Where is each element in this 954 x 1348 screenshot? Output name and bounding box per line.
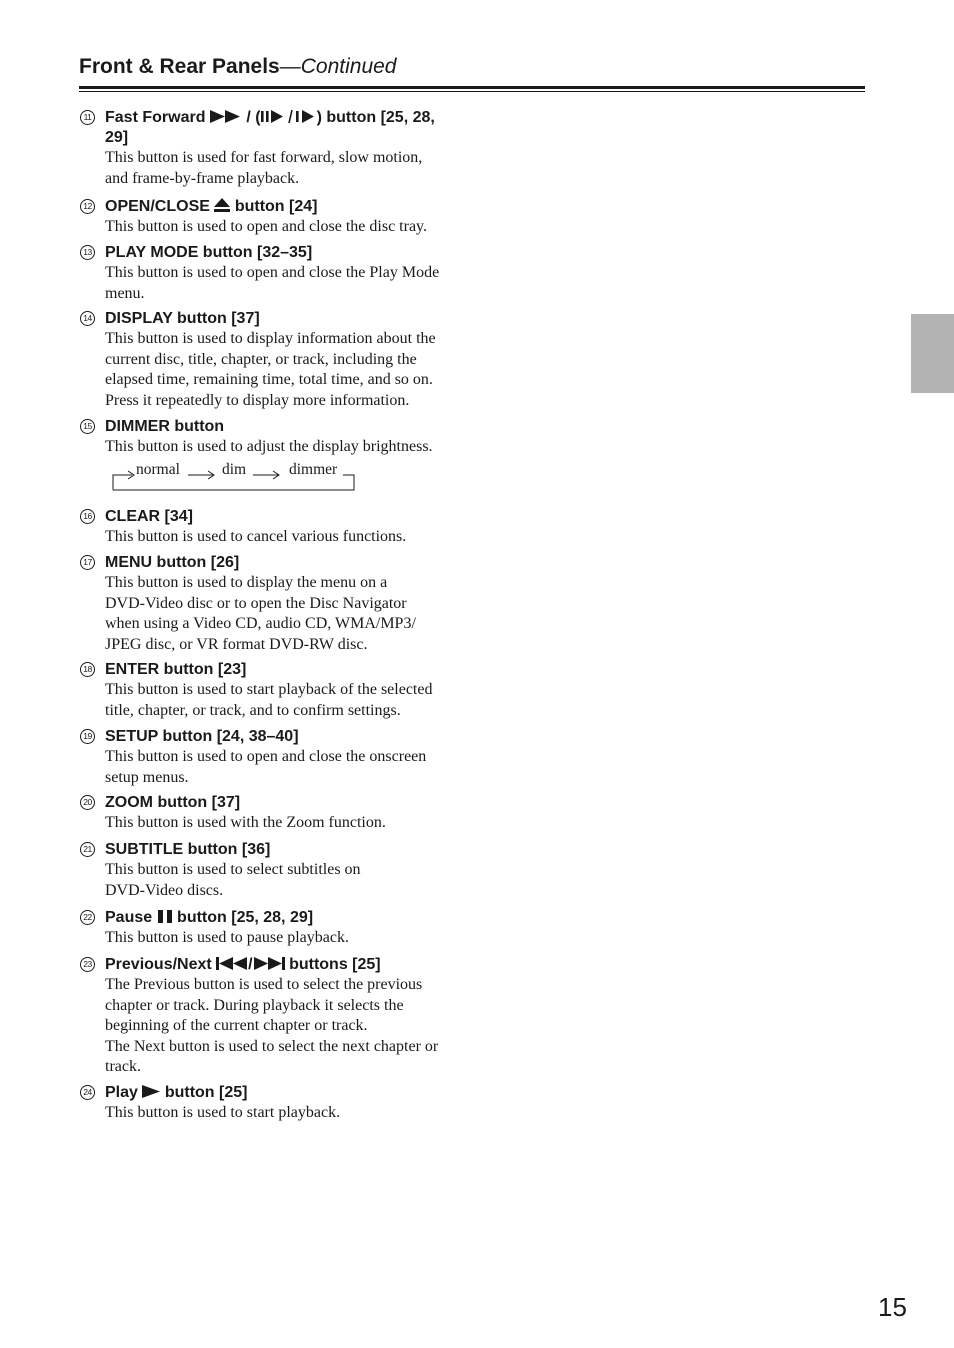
desc-line: title, chapter, or track, and to confirm settings. [105, 701, 401, 719]
cycle-dimmer: dimmer [289, 461, 338, 478]
section-tab [911, 314, 954, 393]
desc-line: Press it repeatedly to display more information. [105, 391, 410, 409]
pause-icon [157, 910, 173, 923]
item-number: 14 [80, 311, 95, 326]
item-number: 15 [80, 419, 95, 434]
desc-line: beginning of the current chapter or track. [105, 1017, 368, 1034]
item-heading: ENTER button [23] [105, 661, 247, 678]
heading-text: / ( [246, 109, 261, 126]
heading-text: button [24] [234, 198, 318, 215]
page-number: 15 [878, 1292, 907, 1322]
slow-frame-icon [261, 110, 317, 123]
desc-line: This button is used to open and close the Play Mode [105, 264, 440, 281]
item-heading: ZOOM button [37] [105, 794, 241, 811]
desc-line: track. [105, 1058, 141, 1075]
item-heading: SETUP button [24, 38–40] [105, 728, 299, 745]
desc-line: This button is used for fast forward, slow motion, [105, 149, 423, 166]
item-heading [105, 955, 459, 975]
page-title [79, 55, 396, 79]
item-heading: PLAY MODE button [32–35] [105, 244, 313, 261]
item-description [105, 217, 459, 238]
heading-text: Previous/Next [105, 956, 212, 973]
item-description [105, 928, 459, 949]
fast-forward-icon [210, 110, 242, 123]
continued-label: —Continued [279, 55, 397, 78]
item-clear [79, 507, 459, 548]
item-number: 16 [80, 509, 95, 524]
heading-text: Fast Forward [105, 109, 206, 126]
heading-text: button [25] [164, 1084, 248, 1101]
desc-line: setup menus. [105, 768, 189, 786]
item-number: 17 [80, 555, 95, 570]
item-heading: MENU button [26] [105, 554, 240, 571]
item-description [105, 329, 459, 411]
desc-line: and frame-by-frame playback. [105, 169, 300, 187]
next-icon [253, 957, 285, 970]
desc-line: elapsed time, remaining time, total time, and so on. [105, 371, 433, 388]
desc-line: This button is used to start playback. [105, 1104, 341, 1121]
desc-line: DVD-Video disc or to open the Disc Navigator [105, 594, 407, 612]
item-number: 22 [80, 910, 95, 925]
desc-line: chapter or track. During playback it selects the [105, 996, 404, 1014]
item-previous-next [79, 955, 459, 1078]
heading-text: button [25, 28, 29] [177, 909, 314, 926]
item-heading: DISPLAY button [37] [105, 310, 260, 327]
cycle-dim: dim [222, 461, 247, 478]
desc-line: This button is used to display the menu on a [105, 574, 388, 591]
item-heading: SUBTITLE button [36] [105, 841, 271, 858]
item-description [105, 1103, 459, 1124]
item-description [105, 975, 459, 1078]
item-number: 21 [80, 842, 95, 857]
heading-text: ) button [25, 28, [316, 109, 435, 126]
header-rule-thick [79, 86, 865, 89]
item-enter [79, 660, 459, 721]
item-menu [79, 553, 459, 655]
item-zoom [79, 793, 459, 834]
item-description [105, 263, 459, 304]
header-rule-thin [79, 91, 865, 92]
desc-line: This button is used to pause playback. [105, 929, 349, 946]
item-description [105, 148, 459, 189]
item-number: 19 [80, 729, 95, 744]
desc-line: This button is used to cancel various functions. [105, 528, 407, 545]
desc-line: This button is used to start playback of the selected [105, 681, 433, 698]
heading-text: buttons [25] [289, 956, 381, 973]
item-heading [105, 197, 459, 217]
item-heading [105, 908, 459, 928]
desc-line: This button is used with the Zoom function. [105, 814, 386, 831]
desc-line: The Previous button is used to select the previous [105, 976, 423, 993]
item-description [105, 860, 459, 901]
item-fast-forward [79, 108, 459, 189]
item-number: 12 [80, 199, 95, 214]
play-icon [142, 1085, 160, 1098]
heading-text-line2: 29] [105, 129, 129, 146]
item-description [105, 813, 459, 834]
item-number: 24 [80, 1085, 95, 1100]
item-number: 23 [80, 957, 95, 972]
desc-line: This button is used to select subtitles on [105, 861, 361, 878]
item-description [105, 527, 459, 548]
section-title: Front & Rear Panels [79, 55, 280, 78]
item-description [105, 680, 459, 721]
desc-line: menu. [105, 284, 145, 302]
item-heading [105, 1083, 459, 1103]
item-heading [105, 108, 459, 148]
item-pause [79, 908, 459, 949]
item-play [79, 1083, 459, 1124]
item-open-close [79, 197, 459, 238]
item-subtitle [79, 840, 459, 901]
heading-text: Play [105, 1084, 138, 1101]
desc-line: This button is used to open and close the disc tray. [105, 218, 428, 235]
desc-line: JPEG disc, or VR format DVD-RW disc. [105, 635, 368, 653]
item-number: 20 [80, 795, 95, 810]
item-dimmer [79, 417, 459, 458]
desc-line: This button is used to open and close the onscreen [105, 748, 427, 765]
item-heading: CLEAR [34] [105, 508, 194, 525]
heading-text: OPEN/CLOSE [105, 198, 210, 215]
item-heading: DIMMER button [105, 418, 225, 435]
desc-line: when using a Video CD, audio CD, WMA/MP3/ [105, 615, 416, 632]
item-setup [79, 727, 459, 788]
previous-icon [216, 957, 248, 970]
item-number: 13 [80, 245, 95, 260]
desc-line: This button is used to display information about the [105, 330, 436, 347]
item-number: 11 [80, 110, 95, 125]
dimmer-cycle-diagram [112, 460, 362, 492]
desc-line: current disc, title, chapter, or track, including the [105, 350, 417, 368]
item-number: 18 [80, 662, 95, 677]
item-play-mode [79, 243, 459, 304]
item-display [79, 309, 459, 411]
item-description [105, 747, 459, 788]
desc-line: This button is used to adjust the display brightness. [105, 438, 433, 455]
cycle-normal: normal [136, 461, 180, 478]
heading-text: / [248, 956, 253, 973]
eject-icon [214, 198, 230, 212]
item-description [105, 437, 459, 458]
desc-line: The Next button is used to select the next chapter or [105, 1037, 439, 1055]
desc-line: DVD-Video discs. [105, 881, 224, 899]
heading-text: Pause [105, 909, 153, 926]
item-description [105, 573, 459, 655]
